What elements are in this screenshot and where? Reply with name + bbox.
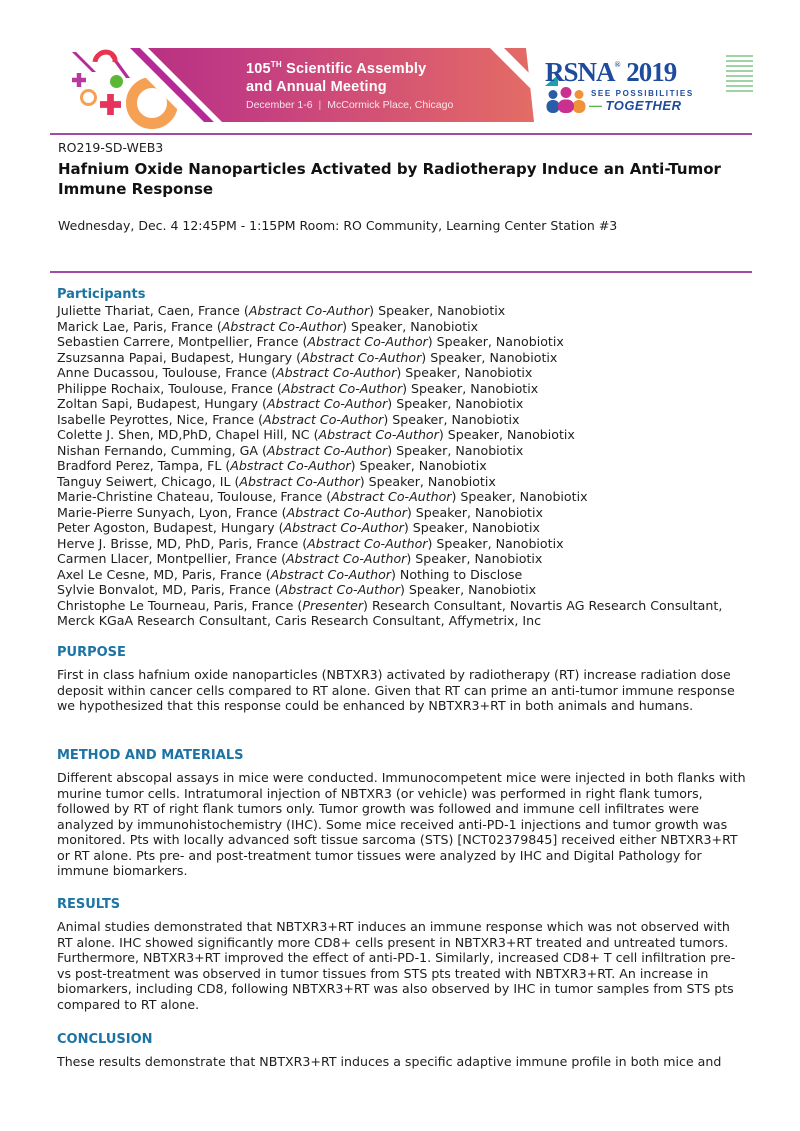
participant-role: Abstract Co-Author [239,473,360,489]
abstract-code: RO219-SD-WEB3 [58,140,164,155]
abstract-title: Hafnium Oxide Nanoparticles Activated by Radiotherapy Induce an Anti-Tumor Immune Response [58,160,721,198]
participant-name: Bradford Perez, Tampa, FL ( [57,458,231,473]
participant-row [57,443,749,459]
purpose-heading: PURPOSE [57,645,126,660]
participant-role: Abstract Co-Author [307,535,428,551]
decor-plus-icon [100,94,121,115]
results-heading: RESULTS [57,897,121,912]
participant-role: Abstract Co-Author [300,349,422,365]
participant-disclosure: ) Speaker, Nanobiotix [359,473,496,489]
participant-role: Abstract Co-Author [266,442,388,458]
participant-role: Abstract Co-Author [266,396,388,411]
rsna-people-icon [544,87,588,113]
rsna-tagline-together: — TOGETHER [589,98,682,113]
participant-disclosure: ) Speaker, Nanobiotix [402,380,539,396]
participant-role: Abstract Co-Author [248,303,370,318]
participant-row [57,520,749,536]
participants-heading: Participants [57,287,146,302]
participant-role: Abstract Co-Author [331,489,452,504]
participant-disclosure: ) Speaker, Nanobiotix [427,334,564,349]
participant-row [57,567,749,583]
participant-row [57,365,749,381]
participant-disclosure: ) Speaker, Nanobiotix [403,520,540,535]
participant-row [57,505,749,521]
participant-row [57,396,749,412]
participant-disclosure: ) Research Consultant, Novartis AG Research Consultant, Merck KGaA Research Consultant, Caris Research Consultant, Affymetrix, Inc [57,597,723,628]
participant-row [57,582,749,598]
participant-name: Tanguy Seiwert, Chicago, IL ( [57,473,240,489]
decor-plus-icon [72,73,86,87]
participant-name: Nishan Fernando, Cumming, GA ( [57,442,267,458]
rsna-tagline-see-possibilities: SEE POSSIBILITIES [591,89,694,98]
participant-name: Sylvie Bonvalot, MD, Paris, France ( [57,582,280,597]
participant-row [57,334,749,350]
conclusion-heading: CONCLUSION [57,1032,153,1047]
participant-disclosure: ) Speaker, Nanobiotix [399,582,537,597]
participant-role: Abstract Co-Author [276,365,397,380]
decor-green-dot [110,75,123,88]
participant-row [57,427,749,443]
decor-orange-ring [80,89,97,106]
participant-row [57,598,749,629]
participant-disclosure: ) Speaker, Nanobiotix [406,504,543,520]
divider-rule-participants [50,271,752,273]
participant-name: Peter Agoston, Budapest, Hungary ( [57,520,284,535]
conference-banner-text [246,61,453,111]
participant-disclosure: ) Nothing to Disclose [390,566,523,582]
participant-name: Zsuzsanna Papai, Budapest, Hungary ( [57,349,301,365]
participant-role: Abstract Co-Author [318,427,439,442]
participant-row [57,350,749,366]
purpose-body: First in class hafnium oxide nanoparticles (NBTXR3) activated by radiotherapy (RT) increase radiation dose deposit within cancer cells compared to RT alone. Given that RT can prime an anti-tumor immune response we hypothesized that this response could be enhanced by NBTXR3+RT in both animals and humans. [57,667,735,713]
conference-header [0,0,800,134]
participant-disclosure: ) Speaker, Nanobiotix [427,535,564,551]
participant-role: Abstract Co-Author [307,334,428,349]
participant-name: Carmen Llacer, Montpellier, France ( [57,551,287,566]
participant-role: Abstract Co-Author [279,582,400,597]
participant-role: Abstract Co-Author [281,380,403,396]
participant-role: Abstract Co-Author [270,566,391,582]
participant-name: Zoltan Sapi, Budapest, Hungary ( [57,396,267,411]
participant-disclosure: ) Speaker, Nanobiotix [350,458,487,473]
participant-name: Philippe Rochaix, Toulouse, France ( [57,380,282,396]
participant-name: Marie-Pierre Sunyach, Lyon, France ( [57,504,287,520]
participant-row [57,474,749,490]
green-dash: — [589,98,603,113]
participant-row [57,536,749,552]
participant-disclosure: ) Speaker, Nanobiotix [387,396,524,411]
participant-name: Colette J. Shen, MD,PhD, Chapel Hill, NC ( [57,427,319,442]
participant-disclosure: ) Speaker, Nanobiotix [342,318,479,334]
registered-mark: ® [614,60,621,69]
participant-row [57,381,749,397]
participant-disclosure: ) Speaker, Nanobiotix [438,427,575,442]
participant-name: Juliette Thariat, Caen, France ( [57,303,249,318]
participant-disclosure: ) Speaker, Nanobiotix [387,442,524,458]
participant-disclosure: ) Speaker, Nanobiotix [383,411,520,427]
participant-role: Abstract Co-Author [263,411,384,427]
participant-name: Sebastien Carrere, Montpellier, France ( [57,334,308,349]
participant-row [57,412,749,428]
participant-name: Herve J. Brisse, MD, PhD, Paris, France ( [57,535,308,551]
conclusion-body: These results demonstrate that NBTXR3+RT induces a specific adaptive immune profile in both mice and [57,1054,722,1069]
participant-role: Presenter [302,597,364,613]
divider-rule-top [50,133,752,135]
participants-list [57,303,749,629]
participant-disclosure: ) Speaker, Nanobiotix [421,349,558,365]
participant-disclosure: ) Speaker, Nanobiotix [406,551,543,566]
participant-row [57,319,749,335]
participant-role: Abstract Co-Author [286,504,407,520]
participant-name: Axel Le Cesne, MD, Paris, France ( [57,566,271,582]
participant-role: Abstract Co-Author [221,318,343,334]
separator: | [318,99,322,111]
ordinal-superscript: TH [270,60,282,69]
conference-date-venue: December 1-6 | McCormick Place, Chicago [246,99,454,111]
menu-icon[interactable] [726,55,753,95]
participant-row [57,303,749,319]
participant-row [57,458,749,474]
results-body: Animal studies demonstrated that NBTXR3+RT induces an immune response which was not observed with RT alone. IHC showed significantly more CD8+ cells present in NBTXR3+RT treated and untreated tumors. Furthermore, NBTXR3+RT improved the effect of anti-PD-1. Similarly, increased CD8+ T cell infiltration pre- vs post-treatment was observed in tumor tissues from STS pts treated with NBTXR3+RT. An increase in biomarkers, including CD8, following NBTXR3+RT was also observed by IHC in tumor samples from STS pts compared to RT alone. [57,919,736,1012]
participant-row [57,489,749,505]
participant-name: Isabelle Peyrottes, Nice, France ( [57,411,264,427]
rsna-logo: RSNA® 2019 [545,57,677,87]
participant-disclosure: ) Speaker, Nanobiotix [396,365,533,380]
participant-name: Marick Lae, Paris, France ( [57,318,222,334]
session-info: Wednesday, Dec. 4 12:45PM - 1:15PM Room: RO Community, Learning Center Station #3 [58,218,618,233]
participant-role: Abstract Co-Author [286,551,407,566]
participant-name: Christophe Le Tourneau, Paris, France ( [57,597,303,613]
conference-title-line1: 105TH Scientific Assembly [246,60,427,77]
method-heading: METHOD AND MATERIALS [57,748,244,763]
participant-name: Marie-Christine Chateau, Toulouse, France ( [57,489,332,504]
method-body: Different abscopal assays in mice were conducted. Immunocompetent mice were injected in both flanks with murine tumor cells. Intratumoral injection of NBTXR3 (or vehicle) was performed in right flank tumors, followed by RT of right flank tumors only. Tumor growth was followed and immune cell infiltrates were analyzed by immunohistochemistry (IHC). Some mice received anti-PD-1 injections and tumor growth was monitored. Pts with locally advanced soft tissue sarcoma (STS) [NCT02379845] received either NBTXR3+RT or RT alone. Pts pre- and post-treatment tumor tissues were analyzed by IHC and Digital Pathology for immune biomarkers. [57,770,746,878]
participant-disclosure: ) Speaker, Nanobiotix [369,303,506,318]
participant-name: Anne Ducassou, Toulouse, France ( [57,365,276,380]
participant-row [57,551,749,567]
participant-role: Abstract Co-Author [230,458,351,473]
conference-title-line2: and Annual Meeting [246,78,387,95]
participant-role: Abstract Co-Author [283,520,404,535]
participant-disclosure: ) Speaker, Nanobiotix [451,489,588,504]
